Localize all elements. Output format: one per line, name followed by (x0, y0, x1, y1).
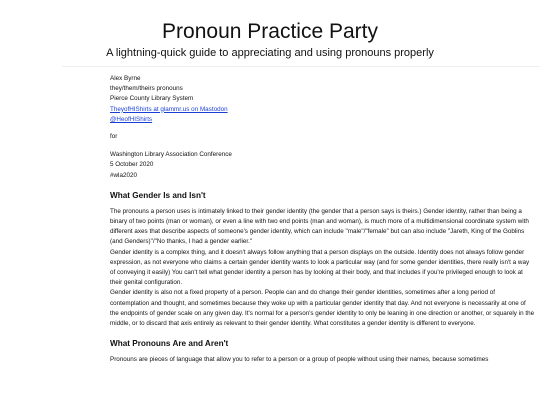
handle-link[interactable]: @HeofHIShirts (110, 115, 153, 123)
paragraph: The pronouns a person uses is intimately linked to their gender identity (the gender that a person says is theirs.) Gender identity, rather than being a binary of two points (man or woman), or even a line with two end points (man and woman), is much more of a multidimensional coordinate system with different axes that describe aspects of someone's gender identity, which can include "male"/"female" but can also include "Jareth, King of the Goblins (and Genders)"/"No thanks, I had a gender earlier." (110, 207, 529, 246)
for-label: for (110, 133, 118, 141)
paragraph: Gender identity is also not a fixed property of a person. People can and do change their gender identities, sometimes after a long period of contemplation and thought, and sometimes because they woke up with a particular gender identity that day. And not everyone is necessarily at one of the endpoints of gender scale on any given day. It's normal for a person's gender identity to only be leaning in one direction or another, or squarely in the middle, or to discard that axis entirely as relevant to their gender identity. What constitutes a gender identity is different to everyone. (110, 289, 535, 328)
author-block (110, 74, 535, 125)
event-date: 5 October 2020 (110, 161, 154, 169)
paragraph: Gender identity is a complex thing, and it doesn't always follow anything that a person displays on the outside. Identity does not always follow gender expression, as not everyone who claims a certain gender identity wants to look a particular way (and for some gender identities, there really isn't a way of conveying it easily) You can't tell what gender identity a person has by looking at their body, and that includes if you're privileged enough to look at their genital configuration. (110, 248, 530, 287)
event-name: Washington Library Association Conference (110, 151, 232, 159)
event-hashtag: #wla2020 (110, 171, 137, 179)
paragraph: Pronouns are pieces of language that allow you to refer to a person or a group of people without using their names, because sometimes (110, 356, 489, 364)
page-title: Pronoun Practice Party (162, 20, 378, 43)
author-name: Alex Byrne (110, 75, 141, 82)
mastodon-link[interactable]: TheyofHIShirts at glammr.us on Mastodon (110, 105, 228, 113)
event-block (110, 150, 535, 181)
page-subtitle: A lightning-quick guide to appreciating and using pronouns properly (106, 47, 434, 59)
section-heading-pronouns: What Pronouns Are and Aren't (110, 339, 229, 349)
author-org: Pierce County Library System (110, 95, 194, 103)
section-heading-gender: What Gender Is and Isn't (110, 190, 206, 200)
author-pronouns: they/them/theirs pronouns (110, 85, 183, 93)
title-divider (62, 66, 540, 67)
article-body (110, 74, 535, 365)
